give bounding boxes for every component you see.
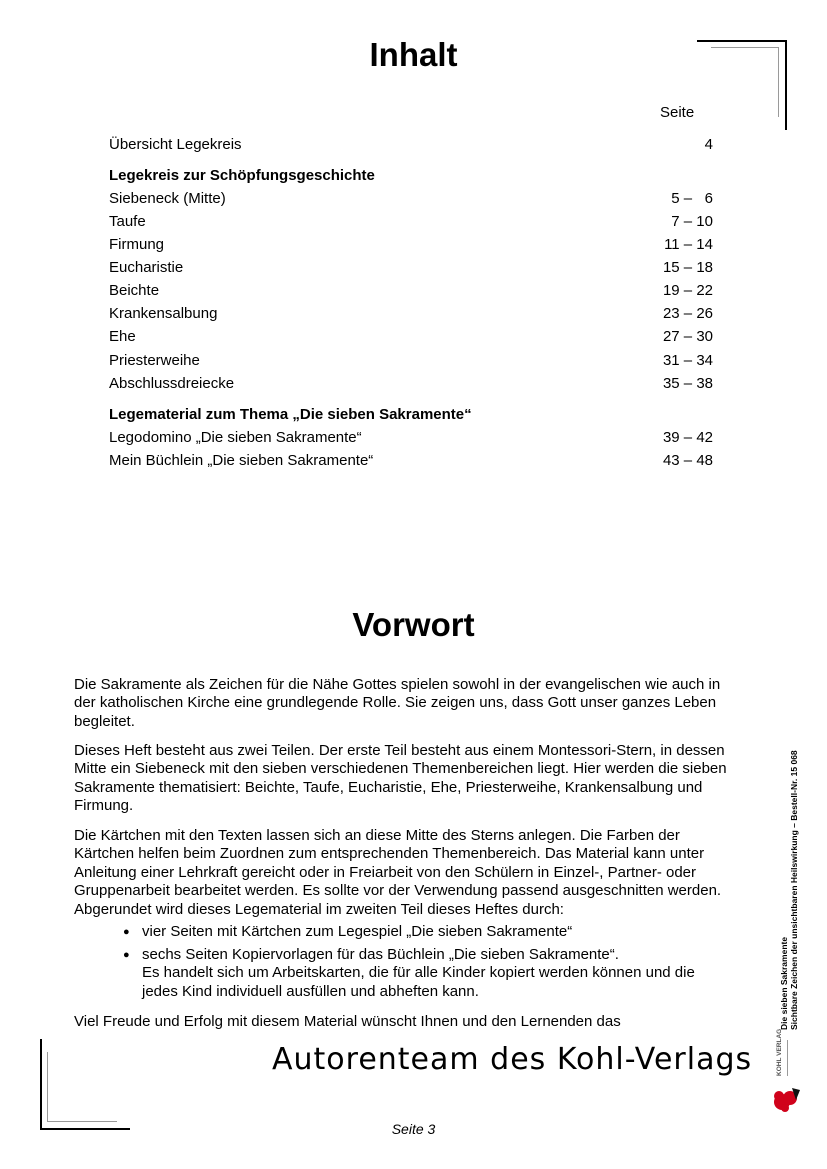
text-line: vier Seiten mit Kärtchen zum Legespiel „Die sieben Sakramente“ <box>142 923 573 940</box>
toc-entry-label: Priesterweihe <box>109 352 200 369</box>
foreword-title: Vorwort <box>352 606 475 643</box>
toc-entry-page: 23 – 26 <box>662 305 713 322</box>
text-line: Firmung. <box>74 797 134 815</box>
text-line: begleitet. <box>74 712 135 730</box>
toc-entry-label: Mein Büchlein „Die sieben Sakramente“ <box>109 452 374 469</box>
toc-entry-page: 35 – 38 <box>662 375 713 392</box>
toc-entry-page: 31 – 34 <box>662 352 713 369</box>
foreword-paragraph-2 <box>74 742 742 816</box>
text-line: Dieses Heft besteht aus zwei Teilen. Der erste Teil besteht aus einem Montessori-Stern, in dessen <box>74 742 725 759</box>
toc-entry[interactable] <box>109 450 713 472</box>
toc-page-header: Seite <box>660 104 695 121</box>
toc-entry[interactable] <box>109 280 713 302</box>
toc-entry-label: Krankensalbung <box>109 305 218 322</box>
sidebar-book-subtitle: Sichtbare Zeichen der unsichtbaren Heilswirkung – Bestell-Nr. 15 068 <box>789 750 799 1030</box>
text-line: Gruppenarbeit bearbeitet werden. Es sollte vor der Verwendung passend ausgeschnitten werden. <box>74 882 722 900</box>
foreword-paragraph-1 <box>74 676 742 731</box>
toc-entry-label: Firmung <box>109 236 165 253</box>
foreword-paragraph-3 <box>74 827 742 919</box>
toc-entry-page: 39 – 42 <box>662 429 713 446</box>
toc-entry[interactable] <box>109 373 713 395</box>
sidebar-book-title: Die sieben Sakramente <box>779 936 789 1030</box>
sidebar-vertical-text <box>775 700 805 1030</box>
toc-entry[interactable] <box>109 427 713 449</box>
toc-entry[interactable] <box>109 134 713 156</box>
toc-entry[interactable] <box>109 350 713 372</box>
foreword-closing: Viel Freude und Erfolg mit diesem Material wünscht Ihnen und den Lernenden das <box>74 1013 621 1030</box>
text-line: jedes Kind individuell ausfüllen und abheften kann. <box>142 982 479 1000</box>
text-line: der katholischen Kirche eine grundlegende Rolle. Sie zeigen uns, dass Gott unser ganzes Leben <box>74 694 717 712</box>
text-line: sechs Seiten Kopiervorlagen für das Büchlein „Die sieben Sakramente“. <box>142 946 619 963</box>
toc-entry[interactable] <box>109 303 713 325</box>
toc-entry-label: Legodomino „Die sieben Sakramente“ <box>109 429 362 446</box>
toc-entry-label: Übersicht Legekreis <box>109 136 242 153</box>
toc-entry[interactable] <box>109 211 713 233</box>
publisher-logo <box>770 1028 804 1116</box>
bullet-icon: ● <box>123 949 130 961</box>
toc-entry-label: Abschlussdreiecke <box>109 375 235 392</box>
bullet-icon: ● <box>123 926 130 938</box>
toc-entry-page: 11 – 14 <box>664 236 713 253</box>
toc-entry-page: 27 – 30 <box>662 328 713 345</box>
toc-entry[interactable] <box>109 234 713 256</box>
text-line: Die Kärtchen mit den Texten lassen sich an diese Mitte des Sterns anlegen. Die Farben der <box>74 827 680 844</box>
toc-entry[interactable] <box>109 326 713 348</box>
toc-section-heading: Legematerial zum Thema „Die sieben Sakramente“ <box>109 406 472 423</box>
toc-entry[interactable] <box>109 257 713 279</box>
toc-title: Inhalt <box>369 36 458 73</box>
logo-text: KOHL VERLAG <box>776 1028 783 1076</box>
text-line: Sakramente thematisiert: Beichte, Taufe, Eucharistie, Ehe, Priesterweihe, Krankensalbung und <box>74 778 703 796</box>
text-line: Mitte ein Siebeneck mit den sieben verschiedenen Themenbereichen liegt. Hier werden die sieben <box>74 760 727 778</box>
page-number: Seite 3 <box>391 1121 436 1137</box>
signature: Autorenteam des Kohl-Verlags <box>272 1042 753 1077</box>
logo-icon <box>770 1082 804 1116</box>
toc-entry-page: 43 – 48 <box>662 452 713 469</box>
text-line: Die Sakramente als Zeichen für die Nähe Gottes spielen sowohl in der evangelischen wie auch in <box>74 676 721 693</box>
toc-entry-page: 15 – 18 <box>662 259 713 276</box>
text-line: Es handelt sich um Arbeitskarten, die für alle Kinder kopiert werden können und die <box>142 964 695 982</box>
toc-entry-label: Taufe <box>109 213 146 230</box>
text-line: Kärtchen helfen beim Zuordnen zum entsprechenden Themenbereich. Das Material kann unter <box>74 845 705 863</box>
toc-entry-label: Siebeneck (Mitte) <box>109 190 226 207</box>
toc-entry-label: Beichte <box>109 282 160 299</box>
toc-entry-page: 19 – 22 <box>662 282 713 299</box>
toc-entry[interactable] <box>109 188 713 210</box>
text-line: Anleitung einer Lehrkraft gereicht oder in Freiarbeit von den Schülern in Einzel-, Partner- oder <box>74 863 697 881</box>
toc-entry-label: Eucharistie <box>109 259 184 276</box>
toc-entry-label: Ehe <box>109 328 136 345</box>
toc-entry-page: 7 – 10 <box>671 213 713 230</box>
text-line: Abgerundet wird dieses Legematerial im zweiten Teil dieses Heftes durch: <box>74 900 564 918</box>
toc-section-heading: Legekreis zur Schöpfungsgeschichte <box>109 167 375 184</box>
toc-entry-page: 4 <box>704 136 713 153</box>
toc-entry-page: 5 – 6 <box>671 190 713 207</box>
